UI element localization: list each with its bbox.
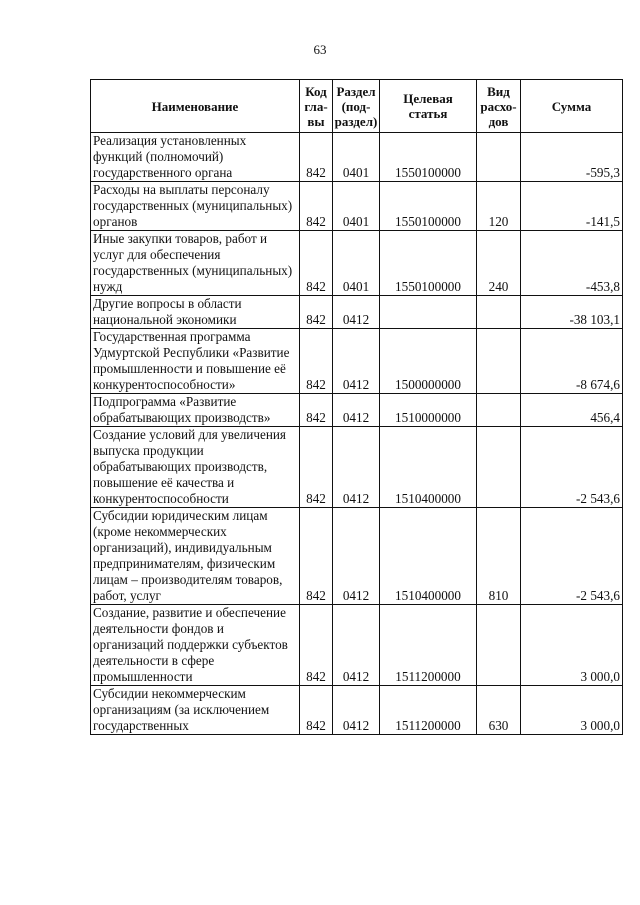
cell-target: 1550100000	[380, 182, 477, 231]
cell-name: Иные закупки товаров, работ и услуг для обеспечения государственных (муниципальных) нужд	[91, 231, 300, 296]
cell-type: 240	[477, 231, 521, 296]
cell-section: 0412	[333, 394, 380, 427]
table-row	[91, 508, 623, 605]
cell-type	[477, 296, 521, 329]
cell-target: 1550100000	[380, 231, 477, 296]
cell-type: 630	[477, 686, 521, 735]
cell-target: 1511200000	[380, 686, 477, 735]
cell-name: Другие вопросы в области национальной экономики	[91, 296, 300, 329]
header-sum: Сумма	[521, 80, 623, 133]
cell-type	[477, 133, 521, 182]
cell-code: 842	[300, 605, 333, 686]
table-body	[91, 133, 623, 735]
table-header-row	[91, 80, 623, 133]
cell-code: 842	[300, 182, 333, 231]
page-number: 63	[313, 42, 327, 57]
table-row	[91, 686, 623, 735]
table-row	[91, 231, 623, 296]
table-row	[91, 296, 623, 329]
header-section: Раздел (под- раздел)	[333, 80, 380, 133]
cell-sum: -38 103,1	[521, 296, 623, 329]
header-type: Вид расхо- дов	[477, 80, 521, 133]
cell-sum: 3 000,0	[521, 605, 623, 686]
cell-code: 842	[300, 133, 333, 182]
cell-section: 0401	[333, 182, 380, 231]
cell-name: Создание, развитие и обеспечение деятельности фондов и организаций поддержки субъектов деятельности в сфере промышленности	[91, 605, 300, 686]
cell-name: Субсидии юридическим лицам (кроме некоммерческих организаций), индивидуальным предпринимателям, физическим лицам – производителям товаров, работ, услуг	[91, 508, 300, 605]
cell-code: 842	[300, 427, 333, 508]
cell-sum: -453,8	[521, 231, 623, 296]
table-row	[91, 427, 623, 508]
budget-table	[90, 79, 623, 735]
cell-target: 1500000000	[380, 329, 477, 394]
cell-sum: -595,3	[521, 133, 623, 182]
table-row	[91, 605, 623, 686]
cell-code: 842	[300, 508, 333, 605]
cell-sum: 456,4	[521, 394, 623, 427]
cell-section: 0412	[333, 686, 380, 735]
cell-name: Реализация установленных функций (полномочий) государственного органа	[91, 133, 300, 182]
header-name: Наименование	[91, 80, 300, 133]
cell-type	[477, 394, 521, 427]
cell-sum: -141,5	[521, 182, 623, 231]
cell-sum: -8 674,6	[521, 329, 623, 394]
cell-name: Государственная программа Удмуртской Республики «Развитие промышленности и повышение её конкурентоспособности»	[91, 329, 300, 394]
cell-code: 842	[300, 686, 333, 735]
cell-name: Расходы на выплаты персоналу государственных (муниципальных) органов	[91, 182, 300, 231]
cell-type	[477, 605, 521, 686]
cell-code: 842	[300, 394, 333, 427]
table-row	[91, 133, 623, 182]
table-row	[91, 394, 623, 427]
cell-target: 1510400000	[380, 427, 477, 508]
cell-section: 0412	[333, 329, 380, 394]
cell-target: 1511200000	[380, 605, 477, 686]
cell-section: 0412	[333, 427, 380, 508]
cell-section: 0412	[333, 605, 380, 686]
cell-name: Субсидии некоммерческим организациям (за исключением государственных	[91, 686, 300, 735]
cell-section: 0401	[333, 231, 380, 296]
table-row	[91, 329, 623, 394]
cell-target	[380, 296, 477, 329]
cell-section: 0401	[333, 133, 380, 182]
cell-sum: -2 543,6	[521, 427, 623, 508]
cell-section: 0412	[333, 508, 380, 605]
cell-type: 810	[477, 508, 521, 605]
cell-name: Создание условий для увеличения выпуска продукции обрабатывающих производств, повышение её качества и конкурентоспособности	[91, 427, 300, 508]
cell-code: 842	[300, 296, 333, 329]
header-code: Код гла- вы	[300, 80, 333, 133]
cell-sum: -2 543,6	[521, 508, 623, 605]
cell-code: 842	[300, 231, 333, 296]
cell-name: Подпрограмма «Развитие обрабатывающих производств»	[91, 394, 300, 427]
cell-target: 1550100000	[380, 133, 477, 182]
cell-type	[477, 329, 521, 394]
cell-sum: 3 000,0	[521, 686, 623, 735]
cell-type	[477, 427, 521, 508]
header-target: Целевая статья	[380, 80, 477, 133]
cell-target: 1510000000	[380, 394, 477, 427]
cell-target: 1510400000	[380, 508, 477, 605]
cell-code: 842	[300, 329, 333, 394]
cell-type: 120	[477, 182, 521, 231]
cell-section: 0412	[333, 296, 380, 329]
table-row	[91, 182, 623, 231]
